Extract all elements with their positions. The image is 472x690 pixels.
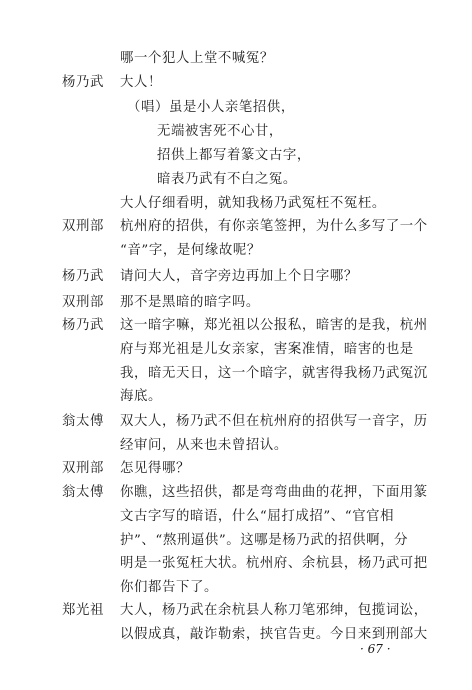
text-line: 大人！ [120,75,162,90]
text-line: 你瞧，这些招供，都是弯弯曲曲的花押，下面用篆 [120,485,428,500]
text-line: 大人，杨乃武在余杭县人称刀笔邪绅，包揽词讼， [120,603,428,618]
text-line: “音”字，是何缘故呢？ [120,243,261,258]
speaker-label: 双刑部 [62,295,104,310]
text-line: 海底。 [120,389,162,404]
speaker-label: 杨乃武 [62,318,104,333]
text-line: 双大人，杨乃武不但在杭州府的招供写一音字，历 [120,414,428,429]
text-line: 招供上都写着篆文古字， [157,148,311,163]
text-line: 以假成真，敲诈勒索，挟官告吏。今日来到刑部大 [120,627,428,642]
speaker-label: 郑光祖 [62,603,104,618]
text-line: 护”、“熬刑逼供”。这哪是杨乃武的招供啊，分 [120,533,409,548]
text-line: 请问大人，音字旁边再加上个日字哪？ [120,269,358,284]
text-line: 哪一个犯人上堂不喊冤？ [120,51,274,66]
text-line: 大人仔细看明，就知我杨乃武冤枉不冤枉。 [120,196,386,211]
speaker-label: 双刑部 [62,219,104,234]
speaker-label: 杨乃武 [62,75,104,90]
text-line: 明是一张冤枉大状。杭州府、余杭县，杨乃武可把 [120,556,428,571]
text-line: 怎见得哪？ [120,461,190,476]
text-line: 这一暗字嘛，郑光祖以公报私，暗害的是我，杭州 [120,318,428,333]
speaker-label: 翁太傅 [62,414,104,429]
speaker-label: 双刑部 [62,461,104,476]
text-line: 府与郑光祖是儿女亲家，害案准情，暗害的也是 [120,342,414,357]
text-line: 你们都告下了。 [120,580,218,595]
text-line: 杭州府的招供，有你亲笔签押，为什么多写了一个 [120,219,428,234]
text-line: 文古字写的暗语，什么“屈打成招”、“官官相 [120,509,395,524]
text-line: 那不是黑暗的暗字吗。 [120,295,260,310]
text-line: 经审问，从来也未曾招认。 [120,438,288,453]
speaker-label: 杨乃武 [62,269,104,284]
page-number: · 67 · [360,642,391,656]
speaker-label: 翁太傅 [62,485,104,500]
text-line: 我，暗无天日，这一个暗字，就害得我杨乃武冤沉 [120,366,428,381]
text-line: 暗表乃武有不白之冤。 [157,172,297,187]
text-line: （唱）虽是小人亲笔招供， [127,100,295,115]
text-line: 无端被害死不心甘， [157,124,283,139]
